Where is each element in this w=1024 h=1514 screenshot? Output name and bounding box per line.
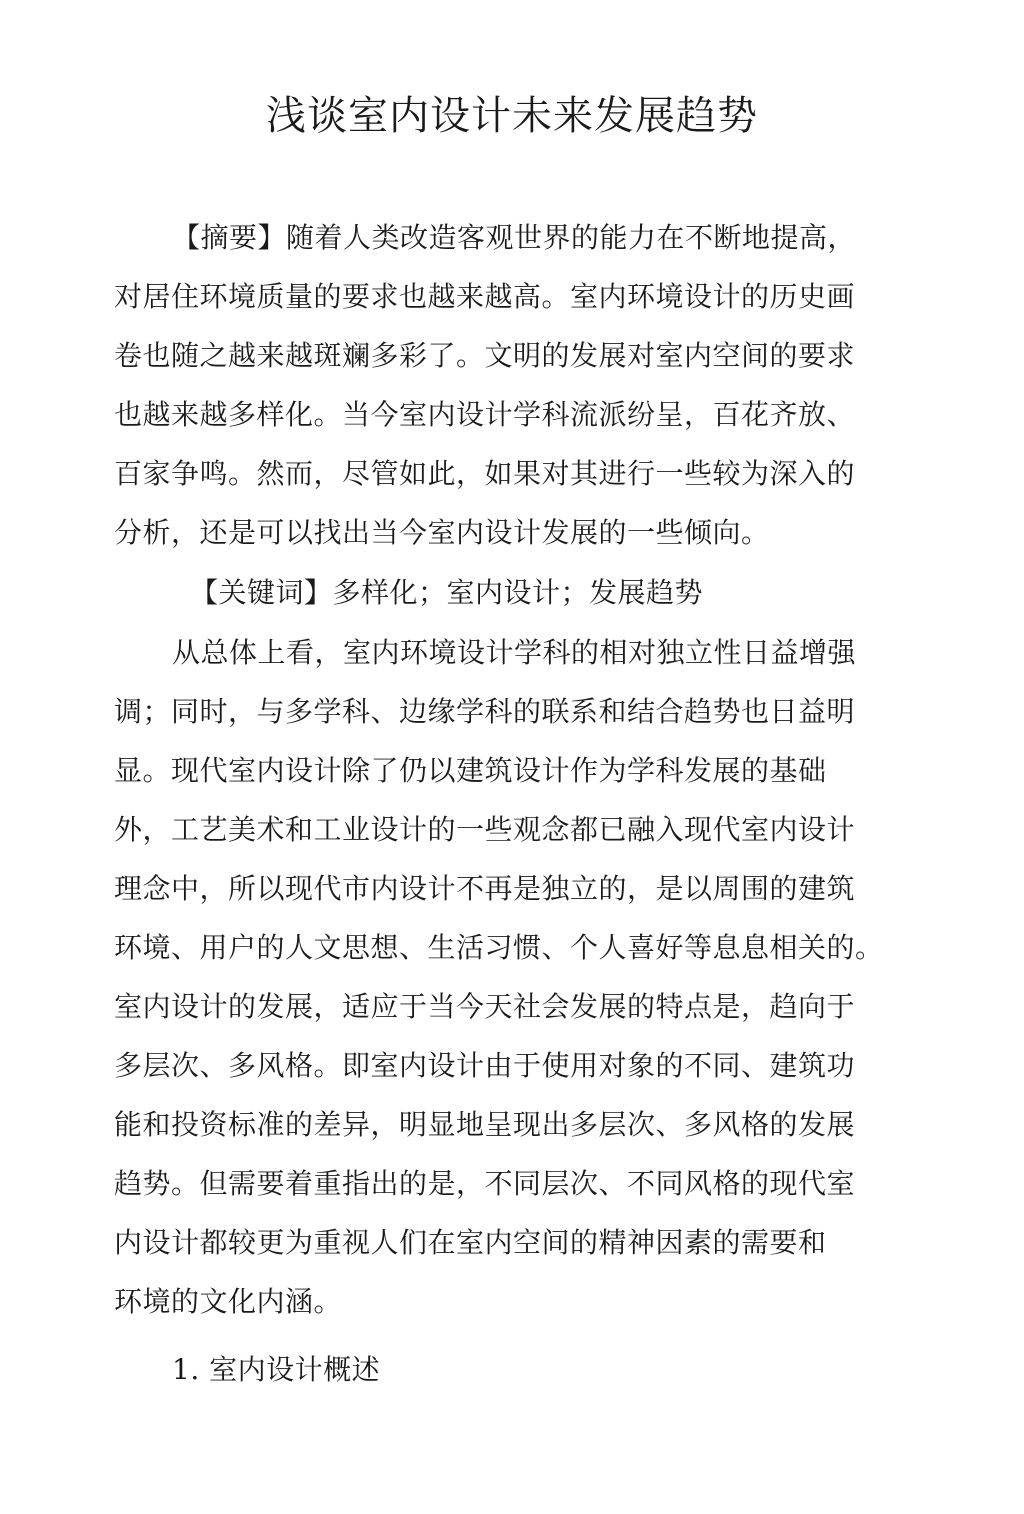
body-line: 外，工艺美术和工业设计的一些观念都已融入现代室内设计 [114,813,856,846]
body-line: 显。现代室内设计除了仍以建筑设计作为学科发展的基础 [114,754,827,787]
section-heading-block [114,1340,874,1399]
body-line: 趋势。但需要着重指出的是，不同层次、不同风格的现代室 [114,1167,856,1200]
abstract-line: 【摘要】随着人类改造客观世界的能力在不断地提高， [172,221,857,254]
abstract-paragraph [114,208,874,562]
document-title: 浅谈室内设计未来发展趋势 [266,93,758,139]
body-line: 能和投资标准的差异，明显地呈现出多层次、多风格的发展 [114,1108,856,1141]
abstract-line: 也越来越多样化。当今室内设计学科流派纷呈，百花齐放、 [114,398,856,431]
abstract-line: 对居住环境质量的要求也越来越高。室内环境设计的历史画 [114,280,856,313]
abstract-line: 百家争鸣。然而，尽管如此，如果对其进行一些较为深入的 [114,457,856,490]
body-line: 环境的文化内涵。 [114,1285,343,1318]
keywords-paragraph [114,563,874,622]
body-line: 室内设计的发展，适应于当今天社会发展的特点是，趋向于 [114,990,856,1023]
body-paragraph [114,623,884,1331]
body-line: 从总体上看，室内环境设计学科的相对独立性日益增强 [172,636,857,669]
body-line: 内设计都较更为重视人们在室内空间的精神因素的需要和 [114,1226,827,1259]
section-heading: 1. 室内设计概述 [172,1353,381,1386]
body-line: 环境、用户的人文思想、生活习惯、个人喜好等息息相关的。 [114,931,884,964]
body-line: 多层次、多风格。即室内设计由于使用对象的不同、建筑功 [114,1049,856,1082]
abstract-line: 分析，还是可以找出当今室内设计发展的一些倾向。 [114,516,770,549]
abstract-line: 卷也随之越来越斑斓多彩了。文明的发展对室内空间的要求 [114,339,856,372]
body-line: 调；同时，与多学科、边缘学科的联系和结合趋势也日益明 [114,695,856,728]
keywords-line: 【关键词】多样化；室内设计；发展趋势 [190,576,704,609]
body-line: 理念中，所以现代市内设计不再是独立的，是以周围的建筑 [114,872,856,905]
